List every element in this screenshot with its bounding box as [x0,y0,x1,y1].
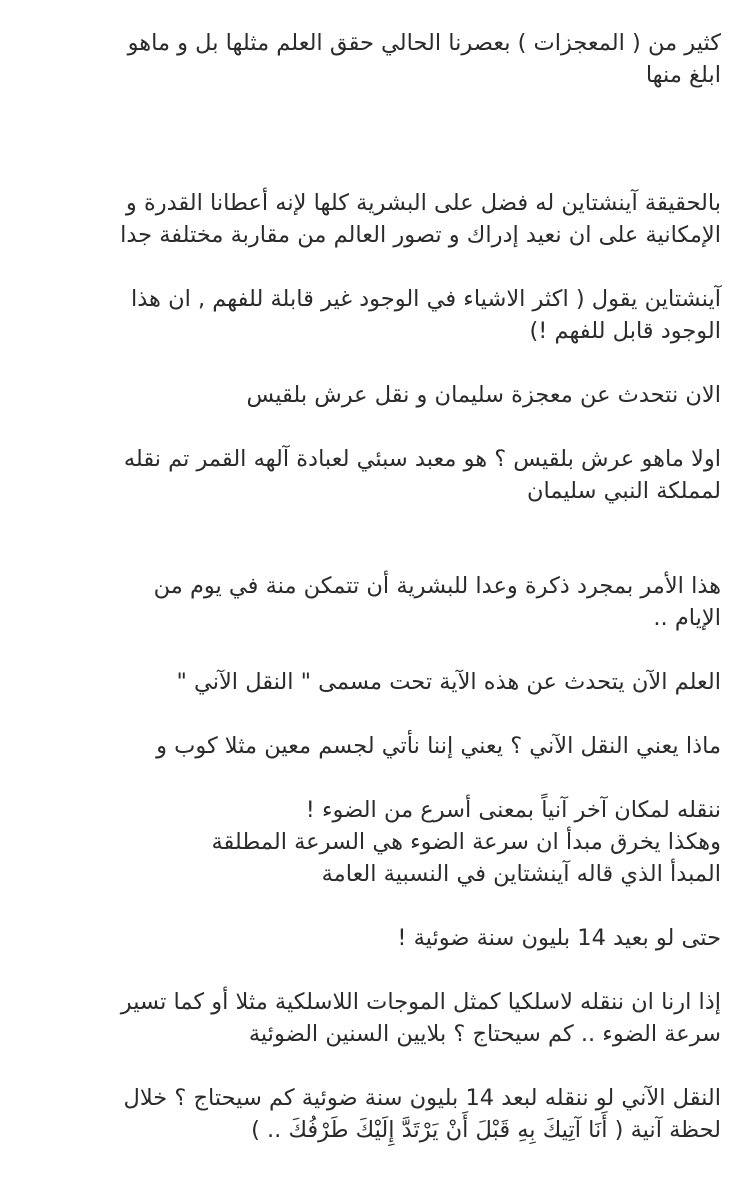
paragraph-5 [40,443,721,507]
text-line: آينشتاين يقول ( اكثر الاشياء في الوجود غير قابلة للفهم , ان هذا [131,286,721,312]
text-line: الإمكانية على ان نعيد إدراك و تصور العالم من مقاربة مختلفة جدا [120,222,721,248]
paragraph-4 [40,379,721,411]
text-line: ماذا يعني النقل الآني ؟ يعني إننا نأتي لجسم معين مثلا كوب و [156,733,721,759]
text-line: اولا ماهو عرش بلقيس ؟ هو معبد سبئي لعبادة آلهه القمر تم نقله [123,446,721,472]
text-line: لمملكة النبي سليمان [526,478,721,504]
text-line: بالحقيقة آينشتاين له فضل على البشرية كلها لإنه أعطانا القدرة و [125,190,721,216]
paragraph-1 [40,27,721,91]
text-line: وهكذا يخرق مبدأ ان سرعة الضوء هي السرعة المطلقة [211,829,721,855]
paragraph-3 [40,283,721,347]
text-line: ابلغ منها [645,62,721,88]
text-line: كثير من ( المعجزات ) بعصرنا الحالي حقق العلم مثلها بل و ماهو [127,30,721,56]
paragraph-10 [40,922,721,954]
text-line: المبدأ الذي قاله آينشتاين في النسبية العامة [321,861,721,887]
paragraph-8 [40,730,721,762]
text-line: إذا ارنا ان ننقله لاسلكيا كمثل الموجات اللاسلكية مثلا أو كما تسير [120,989,721,1015]
paragraph-7 [40,666,721,698]
text-line: الان نتحدث عن معجزة سليمان و نقل عرش بلقيس [246,382,721,408]
text-line: ننقله لمكان آخر آنياً بمعنى أسرع من الضوء ! [305,797,721,823]
text-line: الإيام .. [653,605,721,631]
paragraph-12 [40,1082,721,1146]
text-line: سرعة الضوء .. كم سيحتاج ؟ بلايين السنين الضوئية [248,1021,721,1047]
paragraph-6 [40,570,721,634]
text-line: لحظة آنية ( أَنَا آتِيكَ بِهِ قَبْلَ أَنْ يَرْتَدَّ إِلَيْكَ طَرْفُكَ .. ) [251,1117,721,1143]
text-line: النقل الآني لو ننقله لبعد 14 بليون سنة ضوئية كم سيحتاج ؟ خلال [123,1085,721,1111]
paragraph-2 [40,187,721,251]
text-line: العلم الآن يتحدث عن هذه الآية تحت مسمى " النقل الآني " [176,669,721,695]
paragraph-11 [40,986,721,1050]
text-line: الوجود قابل للفهم !) [529,318,721,344]
text-line: هذا الأمر بمجرد ذكرة وعدا للبشرية أن تتمكن منة في يوم من [153,573,721,599]
paragraph-9 [40,794,721,890]
text-line: حتى لو بعيد 14 بليون سنة ضوئية ! [397,925,721,951]
